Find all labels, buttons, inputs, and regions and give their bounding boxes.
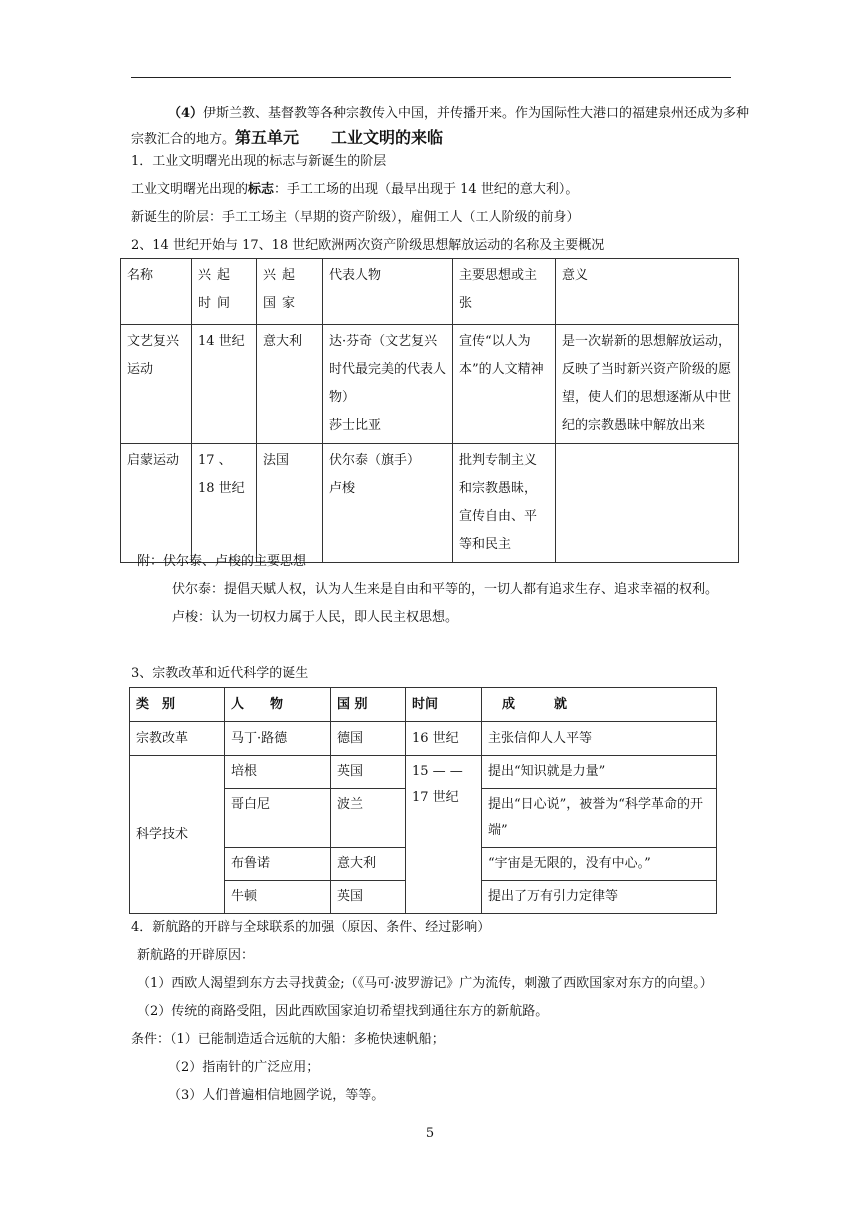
table-cell: 培根 (225, 756, 331, 789)
table-row (121, 325, 739, 444)
condition-1: 条件：（1）已能制造适合远航的大船：多桅快速帆船； (131, 1032, 445, 1047)
table-cell: “宇宙是无限的，没有中心。” (482, 848, 717, 881)
cause-title: 新航路的开辟原因： (137, 948, 255, 963)
table-cell: 提出了万有引力定律等 (482, 881, 717, 914)
table-header-row (130, 688, 717, 722)
section-4-title: 4．新航路的开辟与全球联系的加强（原因、条件、经过影响） (131, 920, 491, 935)
table-cell: 启蒙运动 (121, 444, 192, 563)
table-cell: 科学技术 (130, 756, 225, 914)
table-cell: 伏尔泰（旗手） 卢梭 (323, 444, 453, 563)
table-cell: 提出“日心说”，被誉为“科学革命的开端” (482, 789, 717, 848)
header-cell: 名称 (121, 259, 192, 325)
table-cell: 英国 (331, 756, 406, 789)
sign-post: ：手工工场的出现（最早出现于 14 世纪的意大利）。 (274, 182, 579, 197)
intro-number: （4） (168, 106, 204, 121)
page-number: 5 (425, 1126, 435, 1141)
table-cell: 主张信仰人人平等 (482, 722, 717, 756)
condition-2: （2）指南针的广泛应用； (168, 1060, 320, 1075)
table-cell: 宗教改革 (130, 722, 225, 756)
header-cell: 国 别 (331, 688, 406, 722)
table-cell: 牛顿 (225, 881, 331, 914)
table-row (121, 444, 739, 563)
sign-bold: 标志 (248, 182, 275, 197)
table-row (130, 722, 717, 756)
note-title: 附：伏尔泰、卢梭的主要思想 (137, 554, 307, 569)
table-cell: 15 — — 17 世纪 (406, 756, 482, 914)
sign-pre: 工业文明曙光出现的 (131, 182, 249, 197)
header-cell: 时间 (406, 688, 482, 722)
table-cell: 批判专制主义和宗教愚昧，宣传自由、平等和民主 (453, 444, 556, 563)
table-cell: 是一次崭新的思想解放运动，反映了当时新兴资产阶级的愿望，使人们的思想逐渐从中世纪的宗教愚昧中解放出来 (556, 325, 739, 444)
header-cell: 意义 (556, 259, 739, 325)
table-cell (556, 444, 739, 563)
cause-2: （2）传统的商路受阻，因此西欧国家迫切希望找到通往东方的新航路。 (137, 1004, 549, 1019)
table-cell: 英国 (331, 881, 406, 914)
table-cell: 14 世纪 (192, 325, 257, 444)
table-cell: 德国 (331, 722, 406, 756)
header-cell: 代表人物 (323, 259, 453, 325)
section-3-title: 3、宗教改革和近代科学的诞生 (131, 666, 309, 681)
table-header-row (121, 259, 739, 325)
table-cell: 16 世纪 (406, 722, 482, 756)
section-1-para-2: 新诞生的阶层：手工工场主（早期的资产阶级），雇佣工人（工人阶级的前身） (131, 210, 580, 225)
table-cell: 马丁·路德 (225, 722, 331, 756)
table-cell: 达·芬奇（文艺复兴时代最完美的代表人物） 莎士比亚 (323, 325, 453, 444)
intro-text: 伊斯兰教、基督教等各种宗教传入中国，并传播开来。作为国际性大港口的福建泉州还成为多种 (203, 106, 750, 121)
header-cell: 兴起时间 (192, 259, 257, 325)
table-cell: 宣传“以人为本”的人文精神 (453, 325, 556, 444)
section-1-title: 1．工业文明曙光出现的标志与新诞生的阶层 (131, 154, 387, 169)
enlightenment-table (120, 258, 739, 563)
table-cell: 哥白尼 (225, 789, 331, 848)
table-cell: 意大利 (331, 848, 406, 881)
condition-3: （3）人们普遍相信地圆学说，等等。 (168, 1088, 385, 1103)
header-cell: 主要思想或主张 (453, 259, 556, 325)
cause-1: （1）西欧人渴望到东方去寻找黄金;（《马可·波罗游记》广为流传，刺激了西欧国家对东方的向望。） (137, 976, 713, 991)
header-rule (131, 77, 731, 78)
table-row (130, 756, 717, 789)
note-voltaire: 伏尔泰：提倡天赋人权，认为人生来是自由和平等的，一切人都有追求生存、追求幸福的权利。 (172, 582, 719, 597)
table-cell: 意大利 (257, 325, 323, 444)
intro-line-2 (131, 128, 443, 150)
intro-line-1 (168, 104, 749, 124)
table-cell: 提出“知识就是力量” (482, 756, 717, 789)
table-cell: 17 、 18 世纪 (192, 444, 257, 563)
header-cell: 成 就 (482, 688, 717, 722)
header-cell: 兴起国家 (257, 259, 323, 325)
note-rousseau: 卢梭：认为一切权力属于人民，即人民主权思想。 (172, 610, 459, 625)
table-cell: 布鲁诺 (225, 848, 331, 881)
header-cell: 类 别 (130, 688, 225, 722)
section-2-title: 2、14 世纪开始与 17、18 世纪欧洲两次资产阶级思想解放运动的名称及主要概况 (131, 238, 605, 253)
table-cell: 文艺复兴运动 (121, 325, 192, 444)
table-cell: 波兰 (331, 789, 406, 848)
unit-title: 第五单元 工业文明的来临 (235, 128, 444, 147)
section-1-para-1 (131, 180, 578, 200)
reformation-science-table (129, 687, 717, 914)
table-cell: 法国 (257, 444, 323, 563)
intro-text-2: 宗教汇合的地方。 (131, 132, 236, 147)
header-cell: 人 物 (225, 688, 331, 722)
